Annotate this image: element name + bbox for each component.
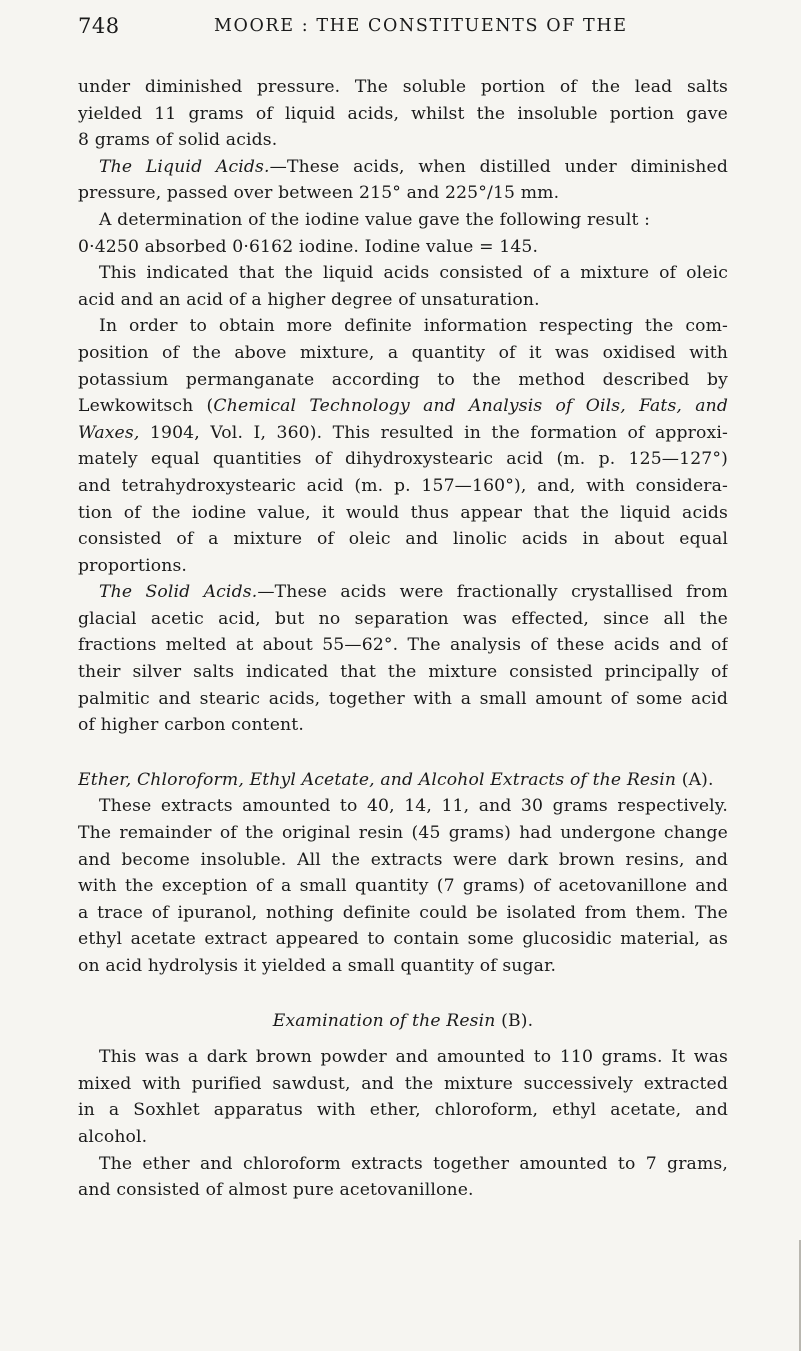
text-line: 0·4250 absorbed 0·6162 iodine. Iodine value = 145. [78,236,539,257]
text-line: mixed with purified sawdust, and the mixture successively extracted [78,1073,728,1094]
text-line: ethyl acetate extract appeared to contain some glucosidic material, as [78,929,728,950]
solid-acids-paragraph-start [78,579,728,606]
text-span: —These acids, when distilled under diminished [269,156,728,177]
text-line: In order to obtain more definite information respecting the com- [99,316,728,337]
text-span: Lewkowitsch ( [78,396,214,417]
section-heading-resin-a [78,767,728,794]
text-line: and consisted of almost pure acetovanillone. [78,1180,474,1201]
text-line: their silver salts indicated that the mixture consisted principally of [78,662,728,683]
citation-line [78,393,728,420]
text-line: on acid hydrolysis it yielded a small quantity of sugar. [78,956,557,976]
text-line: The ether and chloroform extracts together amounted to 7 grams, [99,1153,728,1174]
liquid-acids-paragraph-start [78,154,728,181]
text-line: a trace of ipuranol, nothing definite could be isolated from them. The [78,902,728,923]
text-line: alcohol. [78,1126,148,1147]
text-line: This was a dark brown powder and amounted to 110 grams. It was [99,1047,728,1068]
page-header [78,14,726,44]
text-line: mately equal quantities of dihydroxystearic acid (m. p. 125—127°) [78,449,728,470]
text-span: 1904, Vol. I, 360). This resulted in the formation of approxi- [139,422,728,443]
heading-italic: Ether, Chloroform, Ethyl Acetate, and Alcohol Extracts of the Resin [78,769,677,790]
text-line: and tetrahydroxystearic acid (m. p. 157—160°), and, with considera- [78,475,728,496]
text-line: pressure, passed over between 215° and 225°/15 mm. [78,183,560,204]
text-line: proportions. [78,555,188,576]
citation-line [78,420,728,447]
body-text [78,74,728,1204]
text-line: acid and an acid of a higher degree of unsaturation. [78,289,540,310]
text-line: potassium permanganate according to the method described by [78,369,728,390]
text-line: palmitic and stearic acids, together with a small amount of some acid [78,688,728,709]
heading-suffix: (A). [676,769,714,790]
text-line: These extracts amounted to 40, 14, 11, and 30 grams respectively. [99,796,728,817]
heading-suffix: (B). [495,1010,534,1031]
text-line: glacial acetic acid, but no separation was effected, since all the [78,608,728,629]
text-line: This indicated that the liquid acids consisted of a mixture of oleic [99,263,728,284]
text-line: 8 grams of solid acids. [78,130,278,151]
text-line: The remainder of the original resin (45 grams) had undergone change [78,823,728,844]
heading-italic: Examination of the Resin [272,1010,496,1031]
liquid-acids-title: The Liquid Acids. [99,156,270,177]
text-line: in a Soxhlet apparatus with ether, chloroform, ethyl acetate, and [78,1100,728,1121]
running-title: MOORE : THE CONSTITUENTS OF THE [214,16,628,36]
solid-acids-title: The Solid Acids. [99,582,258,603]
citation-title: Chemical Technology and Analysis of Oils, Fats, and [213,396,728,417]
citation-title-end: Waxes, [78,422,140,443]
page-number: 748 [78,14,120,38]
text-line: under diminished pressure. The soluble portion of the lead salts [78,77,728,97]
text-line: consisted of a mixture of oleic and linolic acids in about equal [78,529,728,550]
section-heading-resin-b [78,1008,728,1035]
text-span: —These acids were fractionally crystallised from [257,582,728,603]
text-line: tion of the iodine value, it would thus appear that the liquid acids [78,502,728,523]
text-line: and become insoluble. All the extracts were dark brown resins, and [78,849,728,870]
text-line: position of the above mixture, a quantity of it was oxidised with [78,342,728,363]
text-line: A determination of the iodine value gave the following result : [99,209,651,230]
text-line: yielded 11 grams of liquid acids, whilst the insoluble portion gave [78,103,728,124]
text-line: with the exception of a small quantity (7 grams) of acetovanillone and [78,876,728,897]
text-line: of higher carbon content. [78,715,304,736]
text-line: fractions melted at about 55—62°. The analysis of these acids and of [78,635,728,656]
